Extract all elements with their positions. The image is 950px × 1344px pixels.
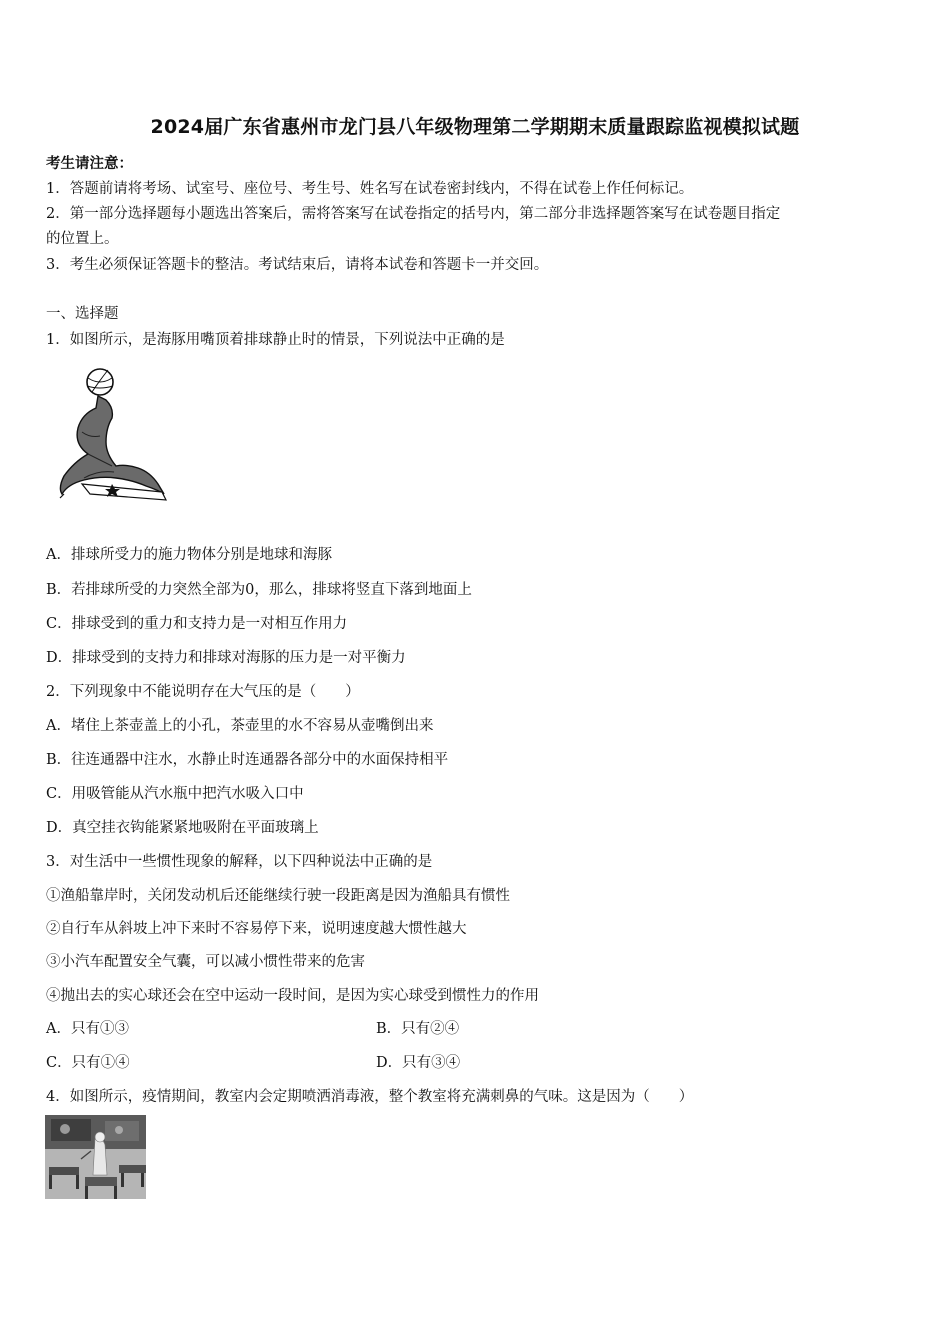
q3-stem: 3．对生活中一些惯性现象的解释，以下四种说法中正确的是 [46,854,433,870]
q3-option-b: B．只有②④ [376,1021,460,1037]
q1-stem: 1．如图所示，是海豚用嘴顶着排球静止时的情景，下列说法中正确的是 [46,332,505,348]
q1-option-c: C．排球受到的重力和支持力是一对相互作用力 [46,616,348,632]
q3-statement-2: ②自行车从斜坡上冲下来时不容易停下来，说明速度越大惯性越大 [46,921,467,937]
q1-option-b: B．若排球所受的力突然全部为0，那么，排球将竖直下落到地面上 [46,582,472,598]
q3-option-d: D．只有③④ [376,1055,461,1071]
page-title: 2024届广东省惠州市龙门县八年级物理第二学期期末质量跟踪监视模拟试题 [150,116,800,138]
q2-option-b: B．往连通器中注水，水静止时连通器各部分中的水面保持相平 [46,752,449,768]
q3-option-c: C．只有①④ [46,1055,130,1071]
q3-statement-4: ④抛出去的实心球还会在空中运动一段时间，是因为实心球受到惯性力的作用 [46,988,539,1004]
q2-option-a: A．堵住上茶壶盖上的小孔，茶壶里的水不容易从壶嘴倒出来 [46,718,434,734]
q3-statement-1: ①渔船靠岸时，关闭发动机后还能继续行驶一段距离是因为渔船具有惯性 [46,888,510,904]
q2-stem: 2．下列现象中不能说明存在大气压的是（ ） [46,684,360,700]
notice-heading: 考生请注意： [46,155,133,172]
notice-item-3: 3．考生必须保证答题卡的整洁。考试结束后，请将本试卷和答题卡一并交回。 [46,257,549,273]
notice-item-2: 2．第一部分选择题每小题选出答案后，需将答案写在试卷指定的括号内，第二部分非选择题答案写在试卷题目指定 [46,206,781,222]
q3-option-a: A．只有①③ [46,1021,129,1037]
q1-option-d: D．排球受到的支持力和排球对海豚的压力是一对平衡力 [46,650,406,666]
dolphin-figure [54,366,170,508]
q4-stem: 4．如图所示，疫情期间，教室内会定期喷洒消毒液，整个教室将充满刺鼻的气味。这是因为（ ） [46,1089,694,1105]
notice-item-2-cont: 的位置上。 [46,231,119,247]
section-heading: 一、选择题 [46,306,119,322]
notice-item-1: 1．答题前请将考场、试室号、座位号、考生号、姓名写在试卷密封线内，不得在试卷上作任何标记。 [46,181,694,197]
dolphin-ball-illustration [54,366,170,508]
classroom-figure [45,1115,146,1199]
q2-option-d: D．真空挂衣钩能紧紧地吸附在平面玻璃上 [46,820,319,836]
q2-option-c: C．用吸管能从汽水瓶中把汽水吸入口中 [46,786,304,802]
q1-option-a: A．排球所受力的施力物体分别是地球和海豚 [46,547,332,563]
q3-statement-3: ③小汽车配置安全气囊，可以减小惯性带来的危害 [46,954,365,970]
classroom-disinfection-photo [45,1115,146,1199]
